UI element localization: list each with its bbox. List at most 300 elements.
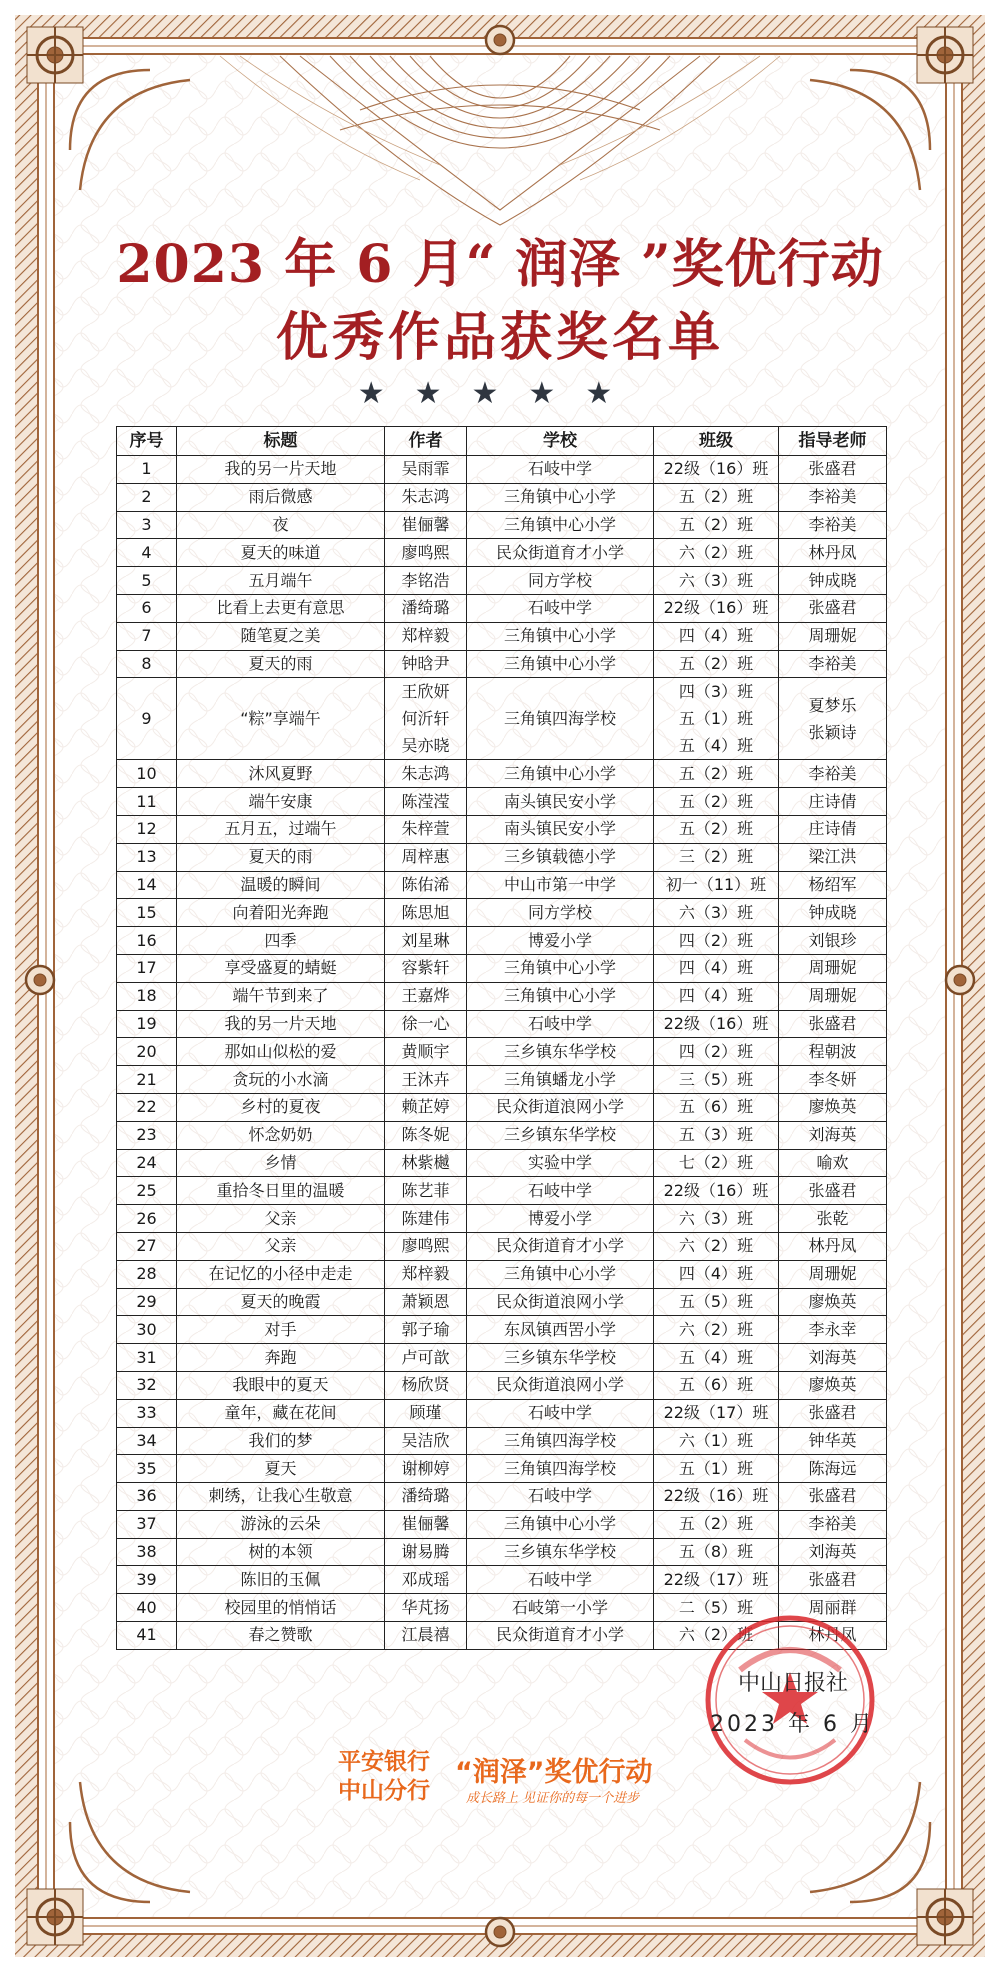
cell-teacher: 程朝波 [779,1038,887,1066]
cell-school: 三乡镇东华学校 [467,1538,654,1566]
campaign-name: “润泽”奖优行动 [455,1757,653,1788]
cell-class: 五（2）班 [654,815,779,843]
cell-author: 谢柳婷 [385,1455,467,1483]
cell-teacher: 林丹凤 [779,1232,887,1260]
cell-class: 四（2）班 [654,1038,779,1066]
cell-author: 郑梓毅 [385,1260,467,1288]
star-divider: ★★★★★ [357,376,643,411]
table-row [117,1177,887,1205]
cell-index: 33 [117,1399,177,1427]
cell-class: 五（1）班 [654,1455,779,1483]
publisher-name: 中山日报社 [738,1671,849,1696]
cell-index: 14 [117,871,177,899]
cell-teacher: 张盛君 [779,1010,887,1038]
header-teacher: 指导老师 [779,427,887,456]
cell-school: 三角镇中心小学 [467,483,654,511]
cell-school: 石岐中学 [467,456,654,484]
cell-index: 34 [117,1427,177,1455]
cell-index: 40 [117,1594,177,1622]
header-author: 作者 [385,427,467,456]
cell-class: 六（2）班 [654,539,779,567]
header-class: 班级 [654,427,779,456]
cell-teacher: 李裕美 [779,650,887,678]
cell-school: 三角镇四海学校 [467,678,654,760]
cell-author: 江晨禧 [385,1622,467,1650]
table-row [117,511,887,539]
cell-author: 朱志鸿 [385,483,467,511]
cell-index: 39 [117,1566,177,1594]
cell-author: 钟晗尹 [385,650,467,678]
cell-class: 22级（16）班 [654,1177,779,1205]
cell-school: 三角镇中心小学 [467,650,654,678]
cell-school: 三角镇中心小学 [467,954,654,982]
cell-school: 三乡镇载德小学 [467,843,654,871]
cell-class: 五（2）班 [654,1510,779,1538]
cell-title: 夏天 [177,1455,385,1483]
cell-index: 25 [117,1177,177,1205]
cell-school: 东凤镇西罟小学 [467,1316,654,1344]
cell-author: 赖芷婷 [385,1093,467,1121]
cell-author: 林紫樾 [385,1149,467,1177]
title-line-1: 2023 年 6 月“ 润泽 ”奖优行动 [116,234,884,295]
cell-teacher: 庄诗倩 [779,788,887,816]
cell-class: 四（4）班 [654,1260,779,1288]
table-row [117,1121,887,1149]
cell-class: 四（4）班 [654,622,779,650]
cell-class: 六（2）班 [654,1232,779,1260]
cell-school: 石岐中学 [467,1483,654,1511]
bank-name-line-2: 中山分行 [338,1778,430,1804]
cell-school: 民众街道育才小学 [467,539,654,567]
cell-author: 杨欣贤 [385,1371,467,1399]
cell-class: 六（3）班 [654,899,779,927]
cell-index: 26 [117,1205,177,1233]
cell-author: 潘绮璐 [385,594,467,622]
cell-title: 夜 [177,511,385,539]
table-row [117,1066,887,1094]
cell-teacher: 廖焕英 [779,1288,887,1316]
cell-index: 11 [117,788,177,816]
cell-school: 石岐中学 [467,1177,654,1205]
cell-title: 春之赞歌 [177,1622,385,1650]
cell-index: 9 [117,678,177,760]
cell-class: 五（8）班 [654,1538,779,1566]
cell-teacher: 杨绍军 [779,871,887,899]
cell-title: 四季 [177,927,385,955]
cell-teacher: 庄诗倩 [779,815,887,843]
table-row [117,1149,887,1177]
cell-title: 温暖的瞬间 [177,871,385,899]
cell-index: 32 [117,1371,177,1399]
cell-class: 五（2）班 [654,650,779,678]
cell-teacher: 张盛君 [779,1566,887,1594]
cell-school: 三乡镇东华学校 [467,1121,654,1149]
table-row [117,788,887,816]
cell-index: 38 [117,1538,177,1566]
cell-teacher: 钟华英 [779,1427,887,1455]
cell-teacher: 周珊妮 [779,1260,887,1288]
cell-title: 贪玩的小水滴 [177,1066,385,1094]
cell-index: 41 [117,1622,177,1650]
cell-title: 随笔夏之美 [177,622,385,650]
cell-class: 二（5）班 [654,1594,779,1622]
cell-school: 南头镇民安小学 [467,815,654,843]
cell-school: 民众街道浪网小学 [467,1288,654,1316]
cell-author: 潘绮璐 [385,1483,467,1511]
cell-school: 石岐第一小学 [467,1594,654,1622]
cell-school: 三角镇四海学校 [467,1427,654,1455]
cell-teacher: 钟成晓 [779,899,887,927]
cell-title: 乡情 [177,1149,385,1177]
cell-author: 吴洁欣 [385,1427,467,1455]
cell-index: 28 [117,1260,177,1288]
table-row [117,1399,887,1427]
cell-class: 三（5）班 [654,1066,779,1094]
cell-title: 怀念奶奶 [177,1121,385,1149]
cell-class: 初一（11）班 [654,871,779,899]
header-index: 序号 [117,427,177,456]
red-seal-stamp [700,1610,880,1790]
cell-teacher: 夏梦乐 张颖诗 [779,678,887,760]
cell-index: 18 [117,982,177,1010]
cell-school: 民众街道育才小学 [467,1622,654,1650]
table-row [117,1538,887,1566]
cell-author: 顾瑾 [385,1399,467,1427]
cell-teacher: 廖焕英 [779,1371,887,1399]
cell-title: 奔跑 [177,1344,385,1372]
cell-author: 崔俪馨 [385,1510,467,1538]
cell-author: 华芃扬 [385,1594,467,1622]
cell-school: 三角镇中心小学 [467,622,654,650]
cell-title: 那如山似松的爱 [177,1038,385,1066]
cell-title: 对手 [177,1316,385,1344]
cell-title: 夏天的雨 [177,843,385,871]
cell-author: 王嘉烨 [385,982,467,1010]
cell-teacher: 张盛君 [779,1399,887,1427]
cell-school: 民众街道浪网小学 [467,1371,654,1399]
cell-title: 夏天的雨 [177,650,385,678]
cell-author: 刘星琳 [385,927,467,955]
cell-author: 陈艺菲 [385,1177,467,1205]
cell-index: 12 [117,815,177,843]
cell-class: 四（4）班 [654,982,779,1010]
cell-index: 15 [117,899,177,927]
cell-teacher: 张盛君 [779,594,887,622]
cell-author: 郑梓毅 [385,622,467,650]
cell-author: 陈佑浠 [385,871,467,899]
cell-teacher: 李冬妍 [779,1066,887,1094]
table-row [117,899,887,927]
cell-school: 三角镇中心小学 [467,982,654,1010]
table-row [117,760,887,788]
cell-school: 中山市第一中学 [467,871,654,899]
cell-teacher: 钟成晓 [779,567,887,595]
cell-teacher: 周丽群 [779,1594,887,1622]
cell-index: 2 [117,483,177,511]
cell-teacher: 周珊妮 [779,622,887,650]
cell-title: 我眼中的夏天 [177,1371,385,1399]
cell-index: 19 [117,1010,177,1038]
cell-teacher: 林丹凤 [779,539,887,567]
cell-teacher: 刘银珍 [779,927,887,955]
cell-class: 五（3）班 [654,1121,779,1149]
cell-class: 五（2）班 [654,483,779,511]
cell-author: 李铭浩 [385,567,467,595]
table-row [117,1010,887,1038]
cell-teacher: 张盛君 [779,456,887,484]
cell-school: 民众街道育才小学 [467,1232,654,1260]
cell-author: 徐一心 [385,1010,467,1038]
cell-school: 博爱小学 [467,927,654,955]
table-row [117,871,887,899]
table-row [117,539,887,567]
cell-index: 16 [117,927,177,955]
cell-title: 比看上去更有意思 [177,594,385,622]
cell-author: 朱梓萱 [385,815,467,843]
cell-teacher: 喻欢 [779,1149,887,1177]
cell-school: 石岐中学 [467,1399,654,1427]
cell-author: 吴雨霏 [385,456,467,484]
table-row [117,1371,887,1399]
cell-title: “粽”享端午 [177,678,385,760]
cell-title: 端午安康 [177,788,385,816]
cell-class: 五（2）班 [654,788,779,816]
cell-class: 五（2）班 [654,760,779,788]
cell-title: 陈旧的玉佩 [177,1566,385,1594]
cell-teacher: 张乾 [779,1205,887,1233]
cell-index: 31 [117,1344,177,1372]
cell-class: 六（1）班 [654,1427,779,1455]
cell-school: 三角镇中心小学 [467,1260,654,1288]
table-row [117,1232,887,1260]
cell-title: 刺绣，让我心生敬意 [177,1483,385,1511]
cell-index: 4 [117,539,177,567]
cell-school: 石岐中学 [467,594,654,622]
cell-author: 陈冬妮 [385,1121,467,1149]
cell-school: 三角镇蟠龙小学 [467,1066,654,1094]
table-row [117,622,887,650]
cell-teacher: 陈海远 [779,1455,887,1483]
cell-teacher: 李裕美 [779,1510,887,1538]
cell-class: 五（6）班 [654,1093,779,1121]
cell-index: 24 [117,1149,177,1177]
table-row [117,815,887,843]
cell-title: 父亲 [177,1205,385,1233]
table-header-row [117,427,887,456]
cell-index: 7 [117,622,177,650]
cell-index: 5 [117,567,177,595]
cell-title: 我的另一片天地 [177,1010,385,1038]
cell-class: 四（2）班 [654,927,779,955]
cell-index: 22 [117,1093,177,1121]
cell-title: 向着阳光奔跑 [177,899,385,927]
cell-author: 郭子瑜 [385,1316,467,1344]
cell-title: 童年，藏在花间 [177,1399,385,1427]
cell-title: 校园里的悄悄话 [177,1594,385,1622]
cell-title: 父亲 [177,1232,385,1260]
cell-school: 博爱小学 [467,1205,654,1233]
cell-author: 陈思旭 [385,899,467,927]
table-row [117,1566,887,1594]
cell-index: 27 [117,1232,177,1260]
table-row [117,982,887,1010]
cell-class: 22级（16）班 [654,456,779,484]
cell-class: 22级（16）班 [654,594,779,622]
cell-school: 民众街道浪网小学 [467,1093,654,1121]
cell-index: 20 [117,1038,177,1066]
cell-author: 廖鸣熙 [385,539,467,567]
cell-title: 树的本领 [177,1538,385,1566]
cell-title: 夏天的晚霞 [177,1288,385,1316]
cell-title: 沐风夏野 [177,760,385,788]
cell-title: 重拾冬日里的温暖 [177,1177,385,1205]
cell-index: 37 [117,1510,177,1538]
cell-index: 8 [117,650,177,678]
cell-title: 游泳的云朵 [177,1510,385,1538]
table-row [117,927,887,955]
cell-class: 22级（16）班 [654,1483,779,1511]
table-row [117,1344,887,1372]
table-row [117,1093,887,1121]
table-row [117,483,887,511]
cell-school: 三角镇中心小学 [467,760,654,788]
table-row [117,650,887,678]
table-row [117,1260,887,1288]
cell-index: 10 [117,760,177,788]
cell-author: 邓成瑶 [385,1566,467,1594]
cell-index: 36 [117,1483,177,1511]
table-row [117,843,887,871]
award-list-table [116,426,887,1650]
cell-class: 22级（16）班 [654,1010,779,1038]
cell-teacher: 刘海英 [779,1121,887,1149]
cell-school: 实验中学 [467,1149,654,1177]
cell-title: 我的另一片天地 [177,456,385,484]
cell-title: 乡村的夏夜 [177,1093,385,1121]
table-row [117,1038,887,1066]
cell-teacher: 李裕美 [779,483,887,511]
cell-author: 王沐卉 [385,1066,467,1094]
table-row [117,1510,887,1538]
bank-name-line-1: 平安银行 [338,1749,430,1775]
cell-teacher: 林丹凤 [779,1622,887,1650]
cell-teacher: 刘海英 [779,1344,887,1372]
cell-index: 13 [117,843,177,871]
table-row [117,1316,887,1344]
table-row [117,456,887,484]
cell-title: 夏天的味道 [177,539,385,567]
table-row [117,567,887,595]
cell-class: 六（3）班 [654,567,779,595]
cell-index: 1 [117,456,177,484]
cell-title: 五月五，过端午 [177,815,385,843]
cell-class: 六（3）班 [654,1205,779,1233]
cell-class: 六（2）班 [654,1622,779,1650]
cell-class: 22级（17）班 [654,1399,779,1427]
title-line-2: 优秀作品获奖名单 [275,307,724,368]
cell-class: 五（5）班 [654,1288,779,1316]
cell-teacher: 李裕美 [779,760,887,788]
cell-class: 七（2）班 [654,1149,779,1177]
cell-teacher: 张盛君 [779,1483,887,1511]
cell-author: 谢易腾 [385,1538,467,1566]
header-school: 学校 [467,427,654,456]
table-row [117,954,887,982]
cell-author: 陈滢滢 [385,788,467,816]
publish-date: 2023 年 6 月 [710,1712,875,1737]
table-body [117,456,887,1650]
cell-class: 六（2）班 [654,1316,779,1344]
cell-author: 廖鸣熙 [385,1232,467,1260]
cell-index: 17 [117,954,177,982]
cell-class: 三（2）班 [654,843,779,871]
cell-index: 3 [117,511,177,539]
cell-school: 同方学校 [467,567,654,595]
cell-title: 在记忆的小径中走走 [177,1260,385,1288]
cell-author: 陈建伟 [385,1205,467,1233]
table-row [117,1288,887,1316]
cell-teacher: 周珊妮 [779,982,887,1010]
cell-author: 朱志鸿 [385,760,467,788]
cell-title: 我们的梦 [177,1427,385,1455]
cell-author: 卢可歆 [385,1344,467,1372]
cell-author: 王欣妍 何沂轩 吴亦晓 [385,678,467,760]
header-title: 标题 [177,427,385,456]
cell-title: 享受盛夏的蜻蜓 [177,954,385,982]
cell-title: 五月端午 [177,567,385,595]
table-row [117,678,887,760]
cell-author: 崔俪馨 [385,511,467,539]
cell-school: 石岐中学 [467,1566,654,1594]
cell-title: 端午节到来了 [177,982,385,1010]
cell-author: 萧颖恩 [385,1288,467,1316]
cell-teacher: 刘海英 [779,1538,887,1566]
cell-index: 21 [117,1066,177,1094]
cell-author: 黄顺宇 [385,1038,467,1066]
cell-teacher: 张盛君 [779,1177,887,1205]
cell-teacher: 李永幸 [779,1316,887,1344]
cell-index: 35 [117,1455,177,1483]
table-row [117,1483,887,1511]
cell-class: 五（6）班 [654,1371,779,1399]
cell-school: 三乡镇东华学校 [467,1344,654,1372]
cell-school: 南头镇民安小学 [467,788,654,816]
cell-school: 三乡镇东华学校 [467,1038,654,1066]
cell-school: 三角镇中心小学 [467,1510,654,1538]
table-row [117,1427,887,1455]
cell-index: 30 [117,1316,177,1344]
cell-class: 五（2）班 [654,511,779,539]
bank-logo-text [338,1748,430,1806]
cell-title: 雨后微感 [177,483,385,511]
table-row [117,1455,887,1483]
cell-index: 23 [117,1121,177,1149]
cell-teacher: 梁江洪 [779,843,887,871]
cell-teacher: 周珊妮 [779,954,887,982]
cell-school: 同方学校 [467,899,654,927]
cell-class: 四（3）班 五（1）班 五（4）班 [654,678,779,760]
cell-class: 22级（17）班 [654,1566,779,1594]
table-row [117,1205,887,1233]
cell-school: 三角镇中心小学 [467,511,654,539]
cell-class: 五（4）班 [654,1344,779,1372]
campaign-slogan: 成长路上 见证你的每一个进步 [466,1791,640,1806]
cell-author: 容紫轩 [385,954,467,982]
cell-school: 三角镇四海学校 [467,1455,654,1483]
cell-index: 29 [117,1288,177,1316]
cell-class: 四（4）班 [654,954,779,982]
table-row [117,594,887,622]
